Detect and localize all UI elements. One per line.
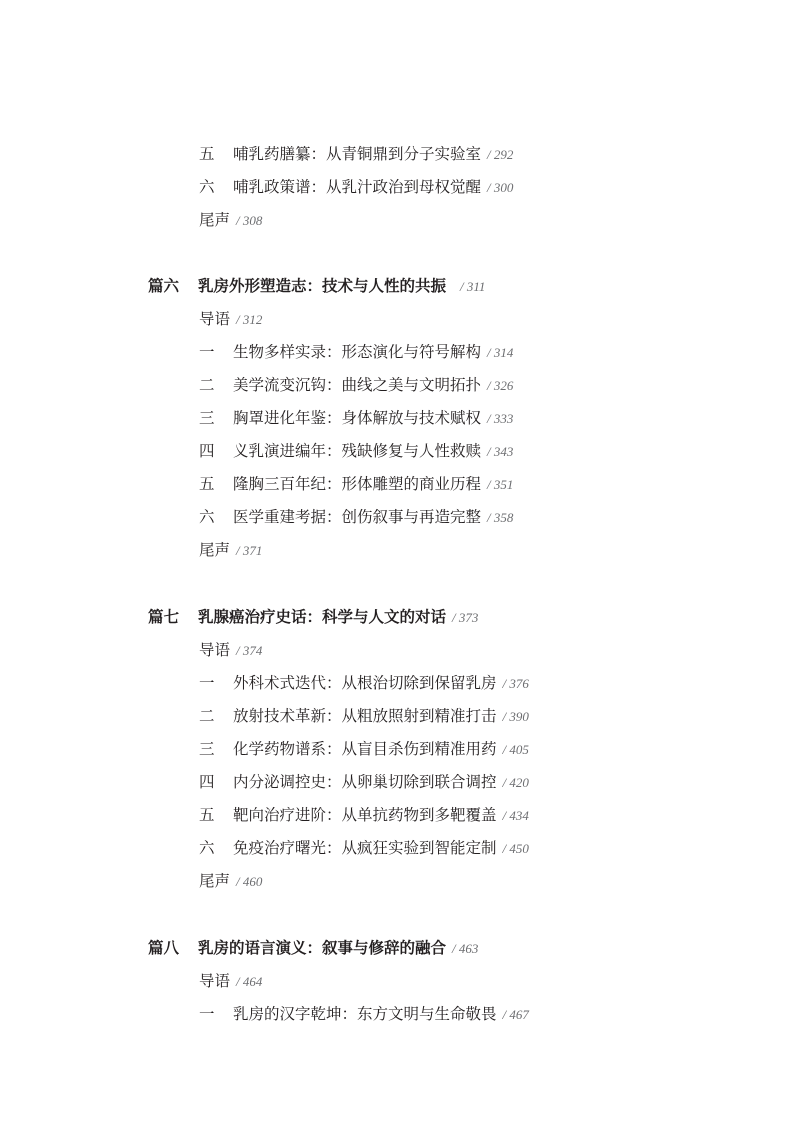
part-heading[interactable] (148, 273, 485, 299)
entry-number: 三 (199, 409, 215, 427)
entry-title: 生物多样实录：形态演化与符号解构 (233, 343, 482, 361)
page-number: / 314 (487, 345, 514, 360)
entry-title: 导语 (199, 310, 231, 328)
toc-entry[interactable] (199, 769, 529, 795)
page-number: / 405 (502, 742, 529, 757)
part-heading[interactable] (148, 604, 478, 630)
entry-number: 六 (199, 178, 215, 196)
toc-entry[interactable] (199, 670, 529, 696)
toc-entry[interactable] (199, 703, 529, 729)
entry-number: 五 (199, 145, 215, 163)
toc-entry[interactable] (199, 372, 513, 398)
toc-entry[interactable] (199, 736, 529, 762)
entry-title: 哺乳药膳纂：从青铜鼎到分子实验室 (233, 145, 482, 163)
entry-number: 五 (199, 806, 215, 824)
toc-entry[interactable] (199, 868, 262, 894)
entry-title: 义乳演进编年：残缺修复与人性救赎 (233, 442, 482, 460)
page-number: / 374 (236, 643, 263, 658)
page-number: / 464 (236, 974, 263, 989)
page-number: / 467 (502, 1007, 529, 1022)
page-number: / 450 (502, 841, 529, 856)
toc-entry[interactable] (199, 835, 529, 861)
toc-entry[interactable] (199, 802, 529, 828)
page-number: / 434 (502, 808, 529, 823)
page-number: / 343 (487, 444, 514, 459)
entry-number: 一 (199, 343, 215, 361)
part-heading[interactable] (148, 935, 478, 961)
entry-title: 免疫治疗曙光：从疯狂实验到智能定制 (233, 839, 497, 857)
toc-entry[interactable] (199, 504, 513, 530)
page-number: / 376 (502, 676, 529, 691)
entry-number: 三 (199, 740, 215, 758)
part-title: 乳腺癌治疗史话：科学与人文的对话 (198, 607, 447, 626)
toc-entry[interactable] (199, 471, 513, 497)
entry-number: 四 (199, 773, 215, 791)
toc-entry[interactable] (199, 1001, 529, 1027)
entry-title: 医学重建考据：创伤叙事与再造完整 (233, 508, 482, 526)
part-number: 篇七 (148, 607, 180, 626)
entry-title: 尾声 (199, 211, 231, 229)
entry-number: 四 (199, 442, 215, 460)
entry-title: 尾声 (199, 872, 231, 890)
toc-entry[interactable] (199, 207, 262, 233)
page-number: / 463 (452, 941, 479, 956)
entry-number: 六 (199, 508, 215, 526)
page-number: / 292 (487, 147, 514, 162)
entry-number: 二 (199, 376, 215, 394)
toc-entry[interactable] (199, 141, 513, 167)
entry-title: 乳房的汉字乾坤：东方文明与生命敬畏 (233, 1005, 497, 1023)
page-number: / 311 (460, 279, 486, 294)
page-number: / 326 (487, 378, 514, 393)
entry-title: 胸罩进化年鉴：身体解放与技术赋权 (233, 409, 482, 427)
entry-number: 一 (199, 1005, 215, 1023)
entry-title: 内分泌调控史：从卵巢切除到联合调控 (233, 773, 497, 791)
page-number: / 300 (487, 180, 514, 195)
entry-number: 五 (199, 475, 215, 493)
entry-title: 外科术式迭代：从根治切除到保留乳房 (233, 674, 497, 692)
entry-title: 导语 (199, 641, 231, 659)
part-number: 篇六 (148, 276, 180, 295)
page-number: / 351 (487, 477, 514, 492)
toc-entry[interactable] (199, 438, 513, 464)
page-number: / 312 (236, 312, 263, 327)
entry-title: 导语 (199, 972, 231, 990)
entry-title: 化学药物谱系：从盲目杀伤到精准用药 (233, 740, 497, 758)
toc-entry[interactable] (199, 174, 513, 200)
entry-number: 一 (199, 674, 215, 692)
toc-entry[interactable] (199, 637, 262, 663)
page-number: / 371 (236, 543, 263, 558)
part-title: 乳房的语言演义：叙事与修辞的融合 (198, 938, 447, 957)
entry-title: 尾声 (199, 541, 231, 559)
toc-entry[interactable] (199, 537, 262, 563)
part-number: 篇八 (148, 938, 180, 957)
toc-entry[interactable] (199, 339, 513, 365)
entry-title: 哺乳政策谱：从乳汁政治到母权觉醒 (233, 178, 482, 196)
entry-title: 靶向治疗进阶：从单抗药物到多靶覆盖 (233, 806, 497, 824)
toc-entry[interactable] (199, 968, 262, 994)
entry-title: 隆胸三百年纪：形体雕塑的商业历程 (233, 475, 482, 493)
entry-title: 美学流变沉钩：曲线之美与文明拓扑 (233, 376, 482, 394)
page-number: / 460 (236, 874, 263, 889)
entry-number: 二 (199, 707, 215, 725)
entry-number: 六 (199, 839, 215, 857)
page-number: / 373 (452, 610, 479, 625)
page-number: / 308 (236, 213, 263, 228)
page-number: / 358 (487, 510, 514, 525)
toc-entry[interactable] (199, 306, 262, 332)
page-number: / 420 (502, 775, 529, 790)
toc-entry[interactable] (199, 405, 513, 431)
entry-title: 放射技术革新：从粗放照射到精准打击 (233, 707, 497, 725)
page-number: / 390 (502, 709, 529, 724)
part-title: 乳房外形塑造志：技术与人性的共振 (198, 276, 447, 295)
page-number: / 333 (487, 411, 514, 426)
